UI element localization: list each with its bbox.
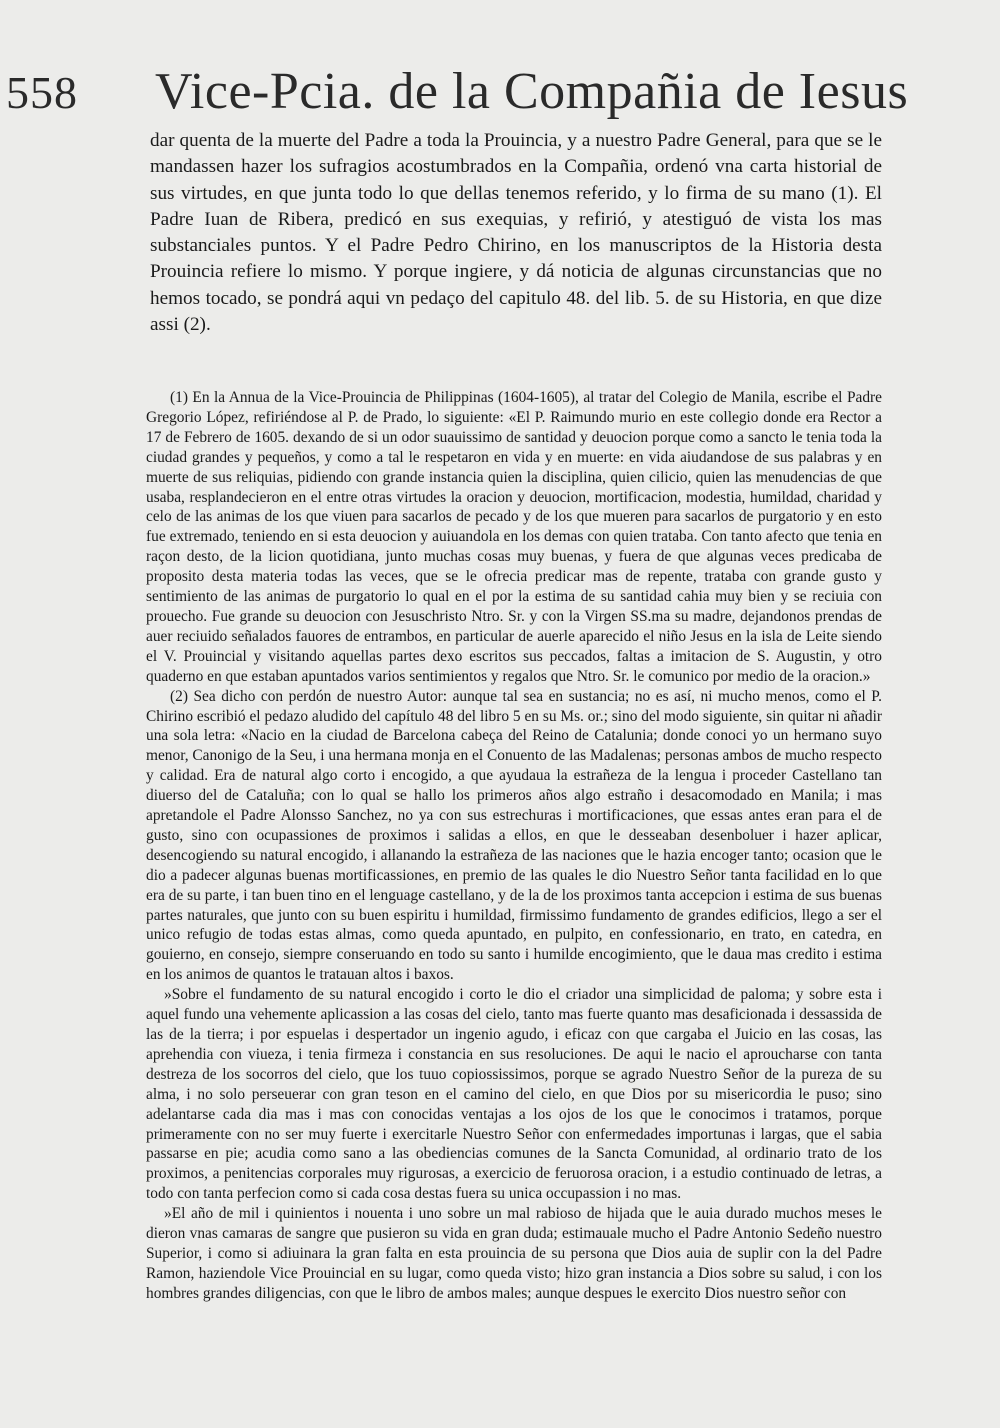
page-number: 558 — [6, 67, 78, 118]
main-text — [150, 128, 882, 338]
footnote-2-continuation-b: »El año de mil i quinientos i nouenta i uno sobre un mal rabioso de hijada que le auia durado muchos meses le dieron vnas camaras de sangre que pusieron su vida en gran duda; estimauale mucho el Padre Antonio Sedeño nuestro Superior, i como si adiuinara la gran falta en esta prouincia de su persona que Dios auia de suplir con la del Padre Ramon, haziendole Vice Prouincial en su lugar, como queda visto; hizo gran instancia a Dios sobre su salud, i con los hombres grandes diligencias, con que le libro de ambos males; aunque despues le exercito Dios nuestro señor con — [146, 1205, 882, 1302]
page-header — [0, 60, 1000, 130]
footnote-1: (1) En la Annua de la Vice-Prouincia de Philippinas (1604-1605), al tratar del Colegio de Manila, escribe el Padre Gregorio López, refiriéndose al P. de Prado, lo siguiente: «El P. Raimundo murio en este collegio donde era Rector a 17 de Febrero de 1605. dexando de si un odor suauissimo de santidad y deuocion porque como a sancto le tenia toda la ciudad grandes y pequeños, y como a tal le respetaron en vida y en muerte: en vida aiudandose de sus palabras y en muerte de sus reliquias, pidiendo con grande instancia quien la disciplina, quien cilicio, quien las menudencias de que usaba, resplandecieron en el entre otras virtudes la oracion y deuocion, mortificacion, modestia, humildad, charidad y celo de las animas de los que viuen para sacarlos de pecado y de los que mueren para sacarlos de purgatorio y en esto fue extremado, teniendo en si esta deuocion y auiuandola en los demas con quien trataba. Con tanto afecto que tenia en raçon desto, de la licion quotidiana, junto muchas cosas muy buenas, y fuera de que algunas veces predicaba de proposito desta materia todas las veces, que se le ofrecia predicar mas de repente, trataba con grande gusto y sentimiento de las animas de purgatorio lo qual en el por la estima de su santidad cahia muy bien y se reciuia con prouecho. Fue grande su deuocion con Jesuschristo Ntro. Sr. y con la Virgen SS.ma su madre, dejandonos prendas de auer reciuido señalados fauores de entrambos, en particular de auerle aparecido el niño Jesus en la isla de Leite siendo el V. Prouincial y visitando aquellas partes dexo escritos sus peccados, faltas a imitacion de S. Augustin, y otro quaderno en que estaban apuntados varios sentimientos y regalos que Ntro. Sr. le comunico por medio de la oracion.» — [146, 389, 882, 685]
running-head: Vice-Pcia. de la Compañia de Iesus — [155, 63, 909, 120]
footnote-2-continuation-a: »Sobre el fundamento de su natural encogido i corto le dio el criador una simplicidad de paloma; y sobre esta i aquel fundo una vehemente aplicassion a las cosas del cielo, tanto mas fuerte quanto mas desaficionada i dessassida de las de la tierra; i por espuelas i despertador un ingenio agudo, i eficaz con que cargaba el Juicio en las cosas, las aprehendia con viueza, i tenia firmeza i constancia en sus resoluciones. De aqui le nacio el aproucharse con tanta destreza de los socorros del cielo, que los tuuo copiossissimos, porque se agrado Nuestro Señor de la pureza de su alma, i no solo perseuerar con gran teson en el camino del cielo, en que Dios por su misericordia le puso; sino adelantarse cada dia mas i mas con conocidas ventajas a los ojos de los que le conocimos i tratamos, porque primeramente con no ser muy fuerte i exercitarle Nuestro Señor con enfermedades importunas i largas, que el sabia passarse en pie; acudia como sano a las obediencias comunes de la Sancta Comunidad, al ordinario trato de los proximos, a penitencias corporales muy rigurosas, a exercicio de feruorosa oracion, i a estudio continuado de letras, a todo con tanta perfecion como si cada cosa destas fuera su unica occupassion i no mas. — [146, 986, 882, 1203]
body-paragraph: dar quenta de la muerte del Padre a toda la Prouincia, y a nuestro Padre General, para que se le mandassen hazer los sufragios acostumbrados en la Compañia, ordenó vna carta historial de sus virtudes, en que junta todo lo que dellas tenemos referido, y lo firma de su mano (1). El Padre Iuan de Ribera, predicó en sus exequias, y refirió, y atestiguó de vista los mas substanciales puntos. Y el Padre Pedro Chirino, en los manuscriptos de la Historia desta Prouincia refiere lo mismo. Y porque ingiere, y dá noticia de algunas circunstancias que no hemos tocado, se pondrá aqui vn pedaço del capitulo 48. del lib. 5. de su Historia, en que dize assi (2). — [150, 130, 882, 336]
footnotes — [146, 388, 882, 1304]
footnote-2: (2) Sea dicho con perdón de nuestro Autor: aunque tal sea en sustancia; no es así, ni mucho menos, como el P. Chirino escribió el pedazo aludido del capítulo 48 del libro 5 en su Ms. or.; sino del modo siguiente, sin quitar ni añadir una sola letra: «Nacio en la ciudad de Barcelona cabeça del Reino de Catalunia; donde conoci yo un hermano suyo menor, Canonigo de la Seu, i una hermana monja en el Conuento de las Madalenas; personas ambos de mucho respecto y calidad. Era de natural algo corto i encogido, a que ayudaua la estrañeza de la lengua i proceder Castellano tan diuerso del de Cataluña; con lo qual se hallo los primeros años algo estraño i desacomodado en Manila; i mas apretandole el Padre Alonsso Sanchez, no ya con sus estrechuras i mortificaciones, que essas antes eran para el de gusto, sino con ocupassiones de proximos i salidas a ellos, en que le desseaban desenboluer i hazer aplicar, desencogiendo su natural encogido, i allanando la estrañeza de las naciones que le hazia encoger tanto; ocasion que le dio a padecer algunas buenas mortificassiones, en premio de las quales le dio Nuestro Señor tanta facilidad en lo que era de su parte, i tan buen tino en el lenguage castellano, y de la de los proximos tanta accepcion i estima de sus buenas partes naturales, que junto con su buen espiritu i humildad, firmissimo fundamento de grandes edificios, llego a ser el unico refugio de todas estas almas, como queda apuntado, en pulpito, en confessionario, en trato, en catedra, en gouierno, en consejo, siempre conseruando en todo su santo i humilde encogimiento, que le daua mas credito i estima en los animos de quantos le tratauan altos i baxos. — [146, 687, 882, 984]
